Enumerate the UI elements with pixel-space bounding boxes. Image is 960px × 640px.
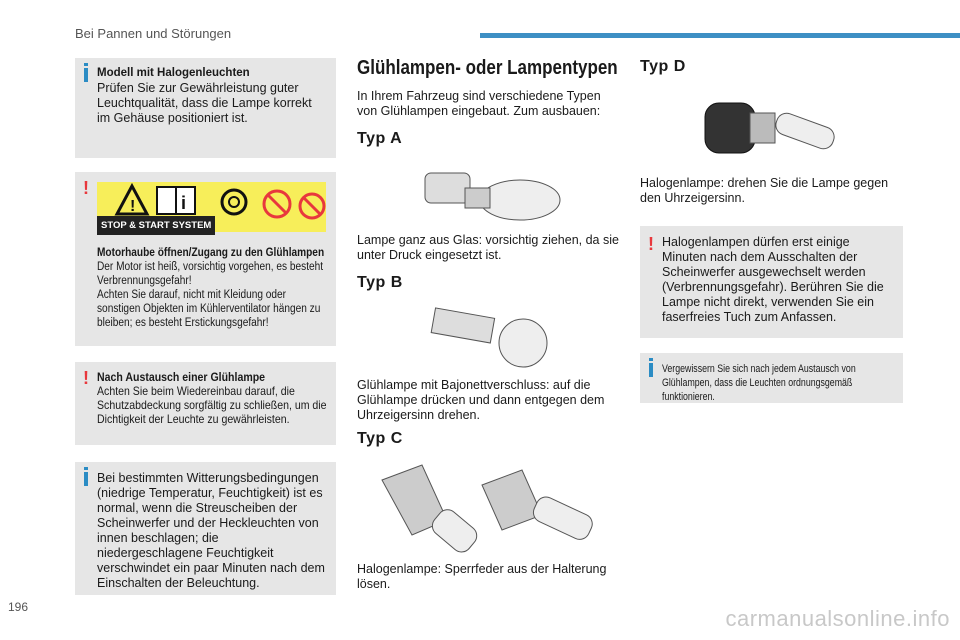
info-icon	[649, 363, 653, 377]
type-d-heading: Typ D	[640, 58, 686, 75]
type-c-heading: Typ C	[357, 430, 403, 447]
type-b-text: Glühlampe mit Bajonettverschluss: auf die Glühlampe drücken und dann entgegen dem Uhrzeigersinn drehen.	[357, 378, 605, 422]
info-box-condensation	[75, 462, 336, 595]
page-title: Glühlampen- oder Lampentypen	[357, 57, 618, 79]
box-title: Nach Austausch einer Glühlampe	[97, 370, 266, 384]
box-text: Der Motor ist heiß, vorsichtig vorgehen, es besteht Verbrennungsgefahr!	[97, 261, 324, 287]
intro-text: In Ihrem Fahrzeug sind verschiedene Typen von Glühlampen eingebaut. Zum ausbauen:	[357, 89, 601, 118]
info-icon	[84, 472, 88, 486]
bulb-type-a-image	[420, 158, 565, 228]
type-a-heading: Typ A	[357, 130, 403, 147]
warning-box-hood	[75, 172, 336, 346]
type-b-heading: Typ B	[357, 274, 403, 291]
box-title: Motorhaube öffnen/Zugang zu den Glühlampen	[97, 247, 325, 259]
type-a-text: Lampe ganz aus Glas: vorsichtig ziehen, da sie unter Druck eingesetzt ist.	[357, 233, 619, 262]
header-rule	[480, 33, 960, 38]
type-d-text: Halogenlampe: drehen Sie die Lampe gegen den Uhrzeigersinn.	[640, 176, 889, 205]
warning-icon: !	[83, 178, 89, 198]
svg-text:i: i	[181, 193, 187, 213]
info-box-check	[640, 353, 903, 403]
section-header: Bei Pannen und Störungen	[75, 26, 232, 41]
warning-icon: !	[648, 234, 654, 254]
type-c-text: Halogenlampe: Sperrfeder aus der Halterung lösen.	[357, 562, 607, 591]
bulb-type-d-image	[700, 88, 845, 170]
svg-text:!: !	[130, 198, 136, 215]
watermark: carmanualsonline.info	[725, 606, 950, 631]
warning-icon: !	[83, 368, 89, 388]
box-text-2: Achten Sie darauf, nicht mit Kleidung oder sonstigen Objekten im Kühlerventilator hängen zu bleiben; es besteht Erstickungsgefahr!	[97, 289, 321, 329]
warning-box-halogen	[640, 226, 903, 338]
box-text: Achten Sie beim Wiedereinbau darauf, die Schutzabdeckung sorgfältig zu schließen, um die Dichtigkeit der Leuchte zu gewährleisten.	[97, 384, 327, 426]
bulb-type-b-image	[428, 303, 553, 373]
stop-start-label: STOP & START SYSTEM	[97, 216, 215, 235]
warning-sticker	[97, 182, 326, 232]
box-text: Prüfen Sie zur Gewährleistung guter Leuchtqualität, dass die Lampe korrekt im Gehäuse positioniert ist.	[97, 81, 312, 125]
info-icon	[84, 68, 88, 82]
box-text: Vergewissern Sie sich nach jedem Austausch von Glühlampen, dass die Leuchten ordnungsgemäß funktionieren.	[662, 363, 856, 403]
page-number: 196	[8, 600, 29, 614]
warning-box-replacement	[75, 362, 336, 445]
bulb-type-c-image	[372, 460, 612, 558]
box-title: Modell mit Halogenleuchten	[97, 67, 250, 79]
info-box-halogen	[75, 58, 336, 158]
box-text: Halogenlampen dürfen erst einige Minuten nach dem Ausschalten der Scheinwerfer ausgewechselt werden (Verbrennungsgefahr). Berühren Sie die Lampe nicht direkt, verwenden Sie ein faserfreies Tuch zum Anfassen.	[662, 235, 884, 324]
fan-belt-icon	[222, 190, 246, 214]
box-text: Bei bestimmten Witterungsbedingungen (niedrige Temperatur, Feuchtigkeit) ist es normal, wenn die Streuscheiben der Scheinwerfer und der Heckleuchten von innen beschlagen; die niedergeschlagene Feuchtigkeit verschwindet ein paar Minuten nach dem Einschalten der Beleuchtung.	[97, 471, 325, 590]
